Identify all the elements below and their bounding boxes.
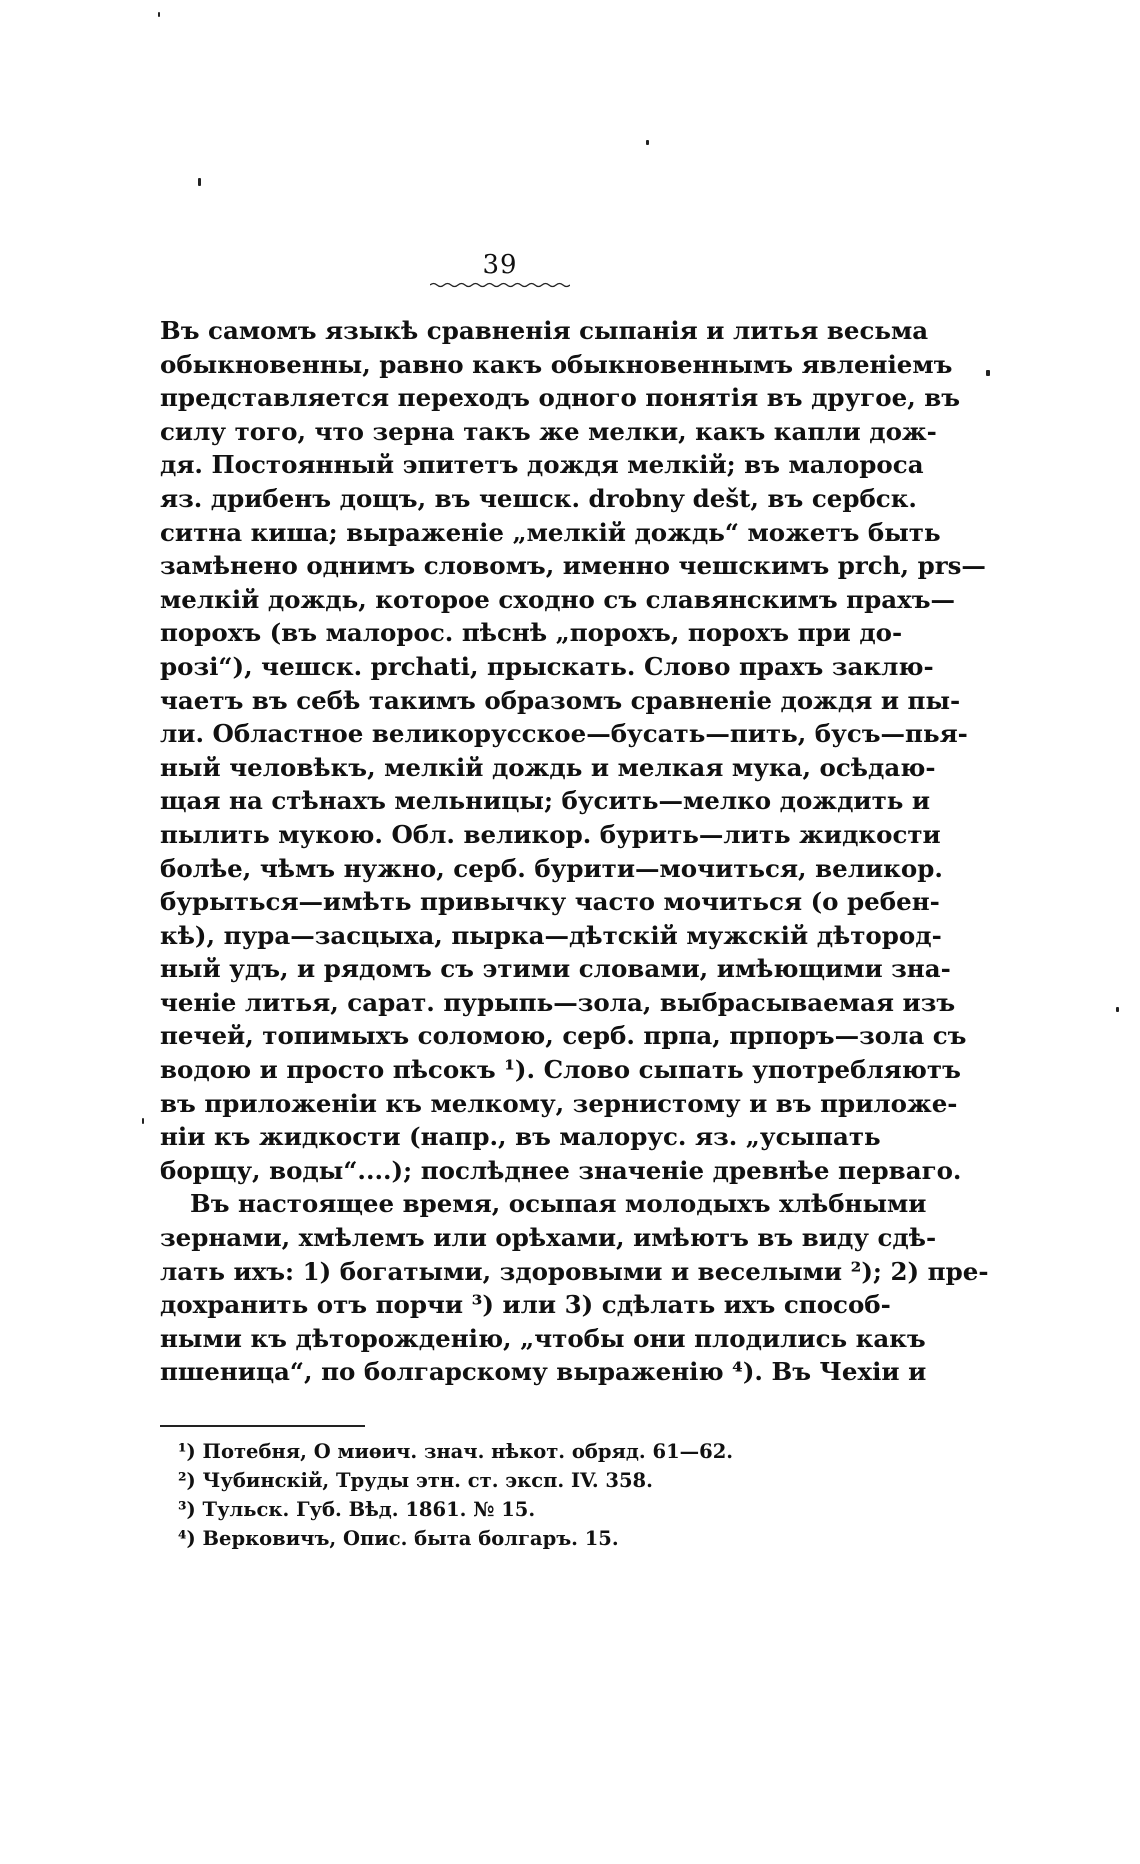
text-line: борщу, воды“....); послѣднее значеніе древнѣе перваго. xyxy=(160,1155,962,1185)
text-line: лать ихъ: 1) богатыми, здоровыми и веселыми ²); 2) пре- xyxy=(160,1256,989,1286)
text-line: водою и просто пѣсокъ ¹). Слово сыпать употребляютъ xyxy=(160,1055,961,1085)
text-line: дя. Постоянный эпитетъ дождя мелкій; въ малороса xyxy=(160,450,924,480)
text-line: яз. дрибенъ дощъ, въ чешск. drobny dešt, въ сербск. xyxy=(160,483,917,513)
text-line: Въ самомъ языкѣ сравненія сыпанія и литья весьма xyxy=(160,316,929,345)
footnote: ⁴) Верковичъ, Опис. быта болгаръ. 15. xyxy=(178,1527,619,1550)
text-line: щая на стѣнахъ мельницы; бусить—мелко дождить и xyxy=(160,786,931,816)
text-line: мелкій дождь, которое сходно съ славянскимъ прахъ— xyxy=(160,584,956,614)
footnote: ²) Чубинскій, Труды этн. ст. эксп. IV. 358. xyxy=(178,1469,653,1492)
page-number: 39 xyxy=(482,250,518,280)
text-line: ными къ дѣторожденію, „чтобы они плодились какъ xyxy=(160,1323,926,1353)
text-line: ный удъ, и рядомъ съ этими словами, имѣющими зна- xyxy=(160,954,951,984)
footnotes xyxy=(178,1437,798,1553)
text-line: пшеница“, по болгарскому выраженію ⁴). Въ Чехіи и xyxy=(160,1357,927,1387)
scan-speck xyxy=(986,370,990,376)
body-text xyxy=(160,314,989,1389)
text-line: кѣ), пура—засцыха, пырка—дѣтскій мужскій дѣтород- xyxy=(160,920,942,950)
text-line: ситна киша; выраженіе „мелкій дождь“ можетъ быть xyxy=(160,517,941,547)
text-line: пылить мукою. Обл. великор. бурить—лить жидкости xyxy=(160,819,941,849)
scan-speck xyxy=(646,140,649,145)
text-line: чаетъ въ себѣ такимъ образомъ сравненіе дождя и пы- xyxy=(160,685,961,715)
scan-speck xyxy=(1116,1007,1119,1012)
scan-speck xyxy=(158,12,160,17)
scan-speck xyxy=(198,178,201,186)
text-line: замѣнено однимъ словомъ, именно чешскимъ prch, prs— xyxy=(160,551,986,581)
text-line: болѣе, чѣмъ нужно, серб. бурити—мочиться, великор. xyxy=(160,853,943,883)
text-line: ный человѣкъ, мелкій дождь и мелкая мука, осѣдаю- xyxy=(160,752,936,782)
text-line: въ приложеніи къ мелкому, зернистому и въ приложе- xyxy=(160,1088,958,1118)
scan-speck xyxy=(142,1118,144,1124)
text-line: Въ настоящее время, осыпая молодыхъ хлѣбными xyxy=(190,1189,927,1219)
footnote: ³) Тульск. Губ. Вѣд. 1861. № 15. xyxy=(178,1498,536,1521)
text-line: бурыться—имѣть привычку часто мочиться (о ребен- xyxy=(160,887,940,917)
text-line: дохранить отъ порчи ³) или 3) сдѣлать ихъ способ- xyxy=(160,1290,891,1320)
text-line: порохъ (въ малорос. пѣснѣ „порохъ, порохъ при до- xyxy=(160,618,903,648)
text-line: ченіе литья, сарат. пурыпь—зола, выбрасываемая изъ xyxy=(160,987,956,1017)
footnote: ¹) Потебня, О миѳич. знач. нѣкот. обряд. 61—62. xyxy=(178,1440,734,1463)
text-line: силу того, что зерна такъ же мелки, какъ капли дож- xyxy=(160,416,937,446)
footnote-divider xyxy=(160,1425,365,1427)
text-line: печей, топимыхъ соломою, серб. прпа, прпоръ—зола съ xyxy=(160,1021,967,1051)
text-line: обыкновенны, равно какъ обыкновеннымъ явленіемъ xyxy=(160,349,953,379)
text-line: розі“), чешск. prchati, прыскать. Слово прахъ заклю- xyxy=(160,651,934,681)
text-line: представляется переходъ одного понятія въ другое, въ xyxy=(160,383,961,413)
page-number-ornament xyxy=(430,282,570,288)
text-line: ніи къ жидкости (напр., въ малорус. яз. „усыпать xyxy=(160,1122,881,1152)
text-line: ли. Областное великорусское—бусать—пить, бусъ—пья- xyxy=(160,719,968,749)
text-line: зернами, хмѣлемъ или орѣхами, имѣютъ въ виду сдѣ- xyxy=(160,1223,937,1253)
